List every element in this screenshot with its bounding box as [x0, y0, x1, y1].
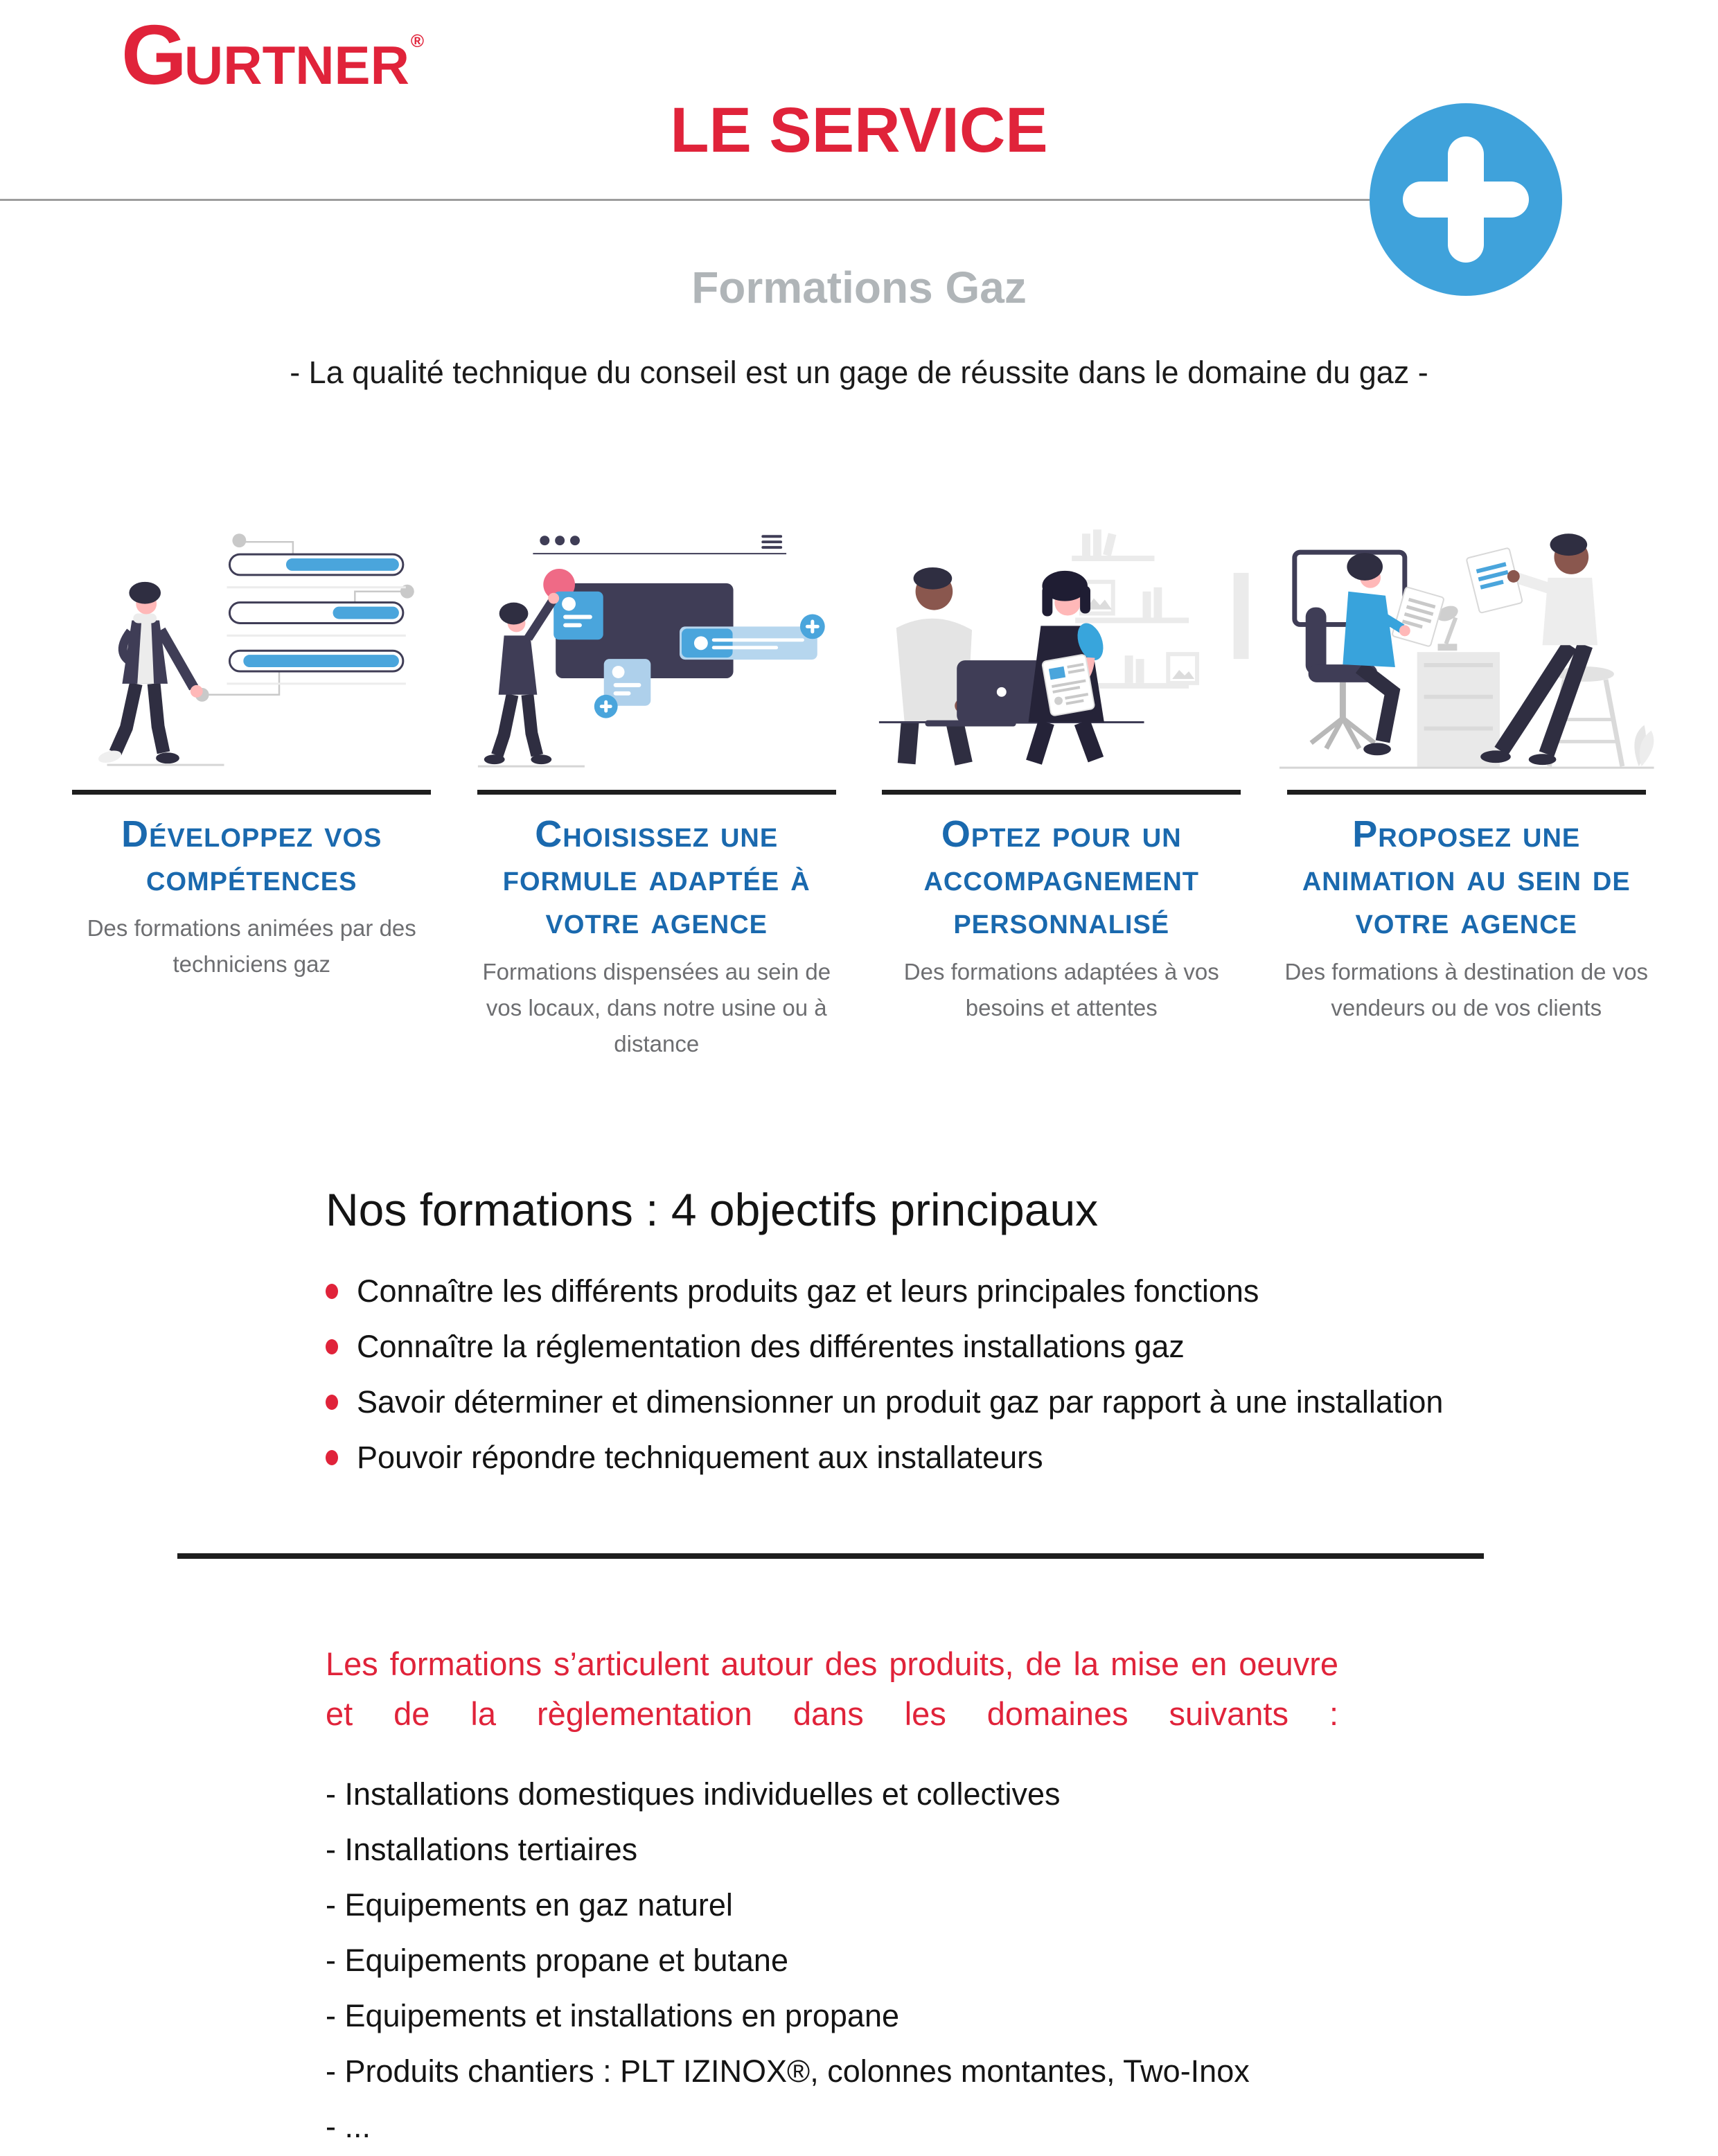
section-subtitle: Formations Gaz: [691, 263, 1027, 312]
illustration-two-people-meeting-over-laptop: [869, 514, 1255, 783]
header-divider: [0, 199, 1377, 201]
objective-text: Connaître les différents produits gaz et leurs principales fonctions: [357, 1273, 1259, 1309]
illustration-training-session-at-desk: [1274, 514, 1660, 783]
feature-developpez: [59, 514, 445, 1062]
logo-wordmark: URTNER: [184, 35, 409, 96]
objectives-list: [326, 1272, 1517, 1477]
objective-text: Pouvoir répondre techniquement aux installateurs: [357, 1440, 1043, 1475]
objectives-heading: Nos formations : 4 objectifs principaux: [326, 1184, 1099, 1235]
objective-item: [326, 1383, 1517, 1422]
feature-description: Des formations adaptées à vos besoins et attentes: [903, 958, 1219, 1020]
domain-item: - Equipements en gaz naturel: [326, 1887, 733, 1923]
domain-item: - Produits chantiers : PLT IZINOX®, colonnes montantes, Two-Inox: [326, 2053, 1250, 2089]
registered-mark-icon: ®: [410, 30, 425, 51]
illustration-person-with-progress-bars: [59, 514, 445, 783]
feature-description: Des formations à destination de vos vendeurs ou de vos clients: [1284, 958, 1649, 1020]
objective-item: [326, 1438, 1517, 1477]
domains-list: [326, 1775, 1250, 2156]
tagline: - La qualité technique du conseil est un gage de réussite dans le domaine du gaz -: [290, 355, 1428, 390]
domain-item: - Equipements propane et butane: [326, 1943, 788, 1978]
feature-divider: [477, 790, 836, 795]
bullet-dot-icon: [326, 1284, 338, 1299]
feature-divider: [72, 790, 431, 795]
features-row: [59, 514, 1659, 1062]
feature-divider: [882, 790, 1241, 795]
illustration-person-arranging-interface-cards: [464, 514, 850, 783]
section-divider: [177, 1553, 1484, 1559]
bullet-dot-icon: [326, 1450, 338, 1465]
feature-proposez: [1274, 514, 1660, 1062]
feature-optez: [869, 514, 1255, 1062]
plus-icon-horizontal-bar: [1403, 182, 1529, 218]
domain-item: - ...: [326, 2109, 371, 2144]
feature-title: Optez pour un accompagnement personnalisé: [923, 813, 1199, 942]
domain-item: - Equipements et installations en propane: [326, 1998, 900, 2033]
feature-choisissez: [464, 514, 850, 1062]
domains-intro: Les formations s’articulent autour des produits, de la mise en oeuvre et de la règlementation dans les domaines suivants :: [326, 1645, 1338, 1732]
feature-title: Choisissez une formule adaptée à votre agence: [502, 813, 811, 942]
objective-item: [326, 1272, 1517, 1311]
objective-text: Connaître la réglementation des différentes installations gaz: [357, 1329, 1185, 1364]
gurtner-logo: [121, 8, 425, 102]
feature-description: Des formations animées par des techniciens gaz: [87, 915, 416, 978]
page-title: LE SERVICE: [670, 95, 1048, 166]
feature-divider: [1287, 790, 1646, 795]
domain-item: - Installations tertiaires: [326, 1832, 638, 1867]
feature-title: Proposez une animation au sein de votre agence: [1302, 813, 1631, 942]
feature-description: Formations dispensées au sein de vos locaux, dans notre usine ou à distance: [482, 958, 831, 1057]
logo-letter-g: G: [121, 8, 184, 102]
objective-text: Savoir déterminer et dimensionner un produit gaz par rapport à une installation: [357, 1384, 1444, 1420]
objective-item: [326, 1327, 1517, 1366]
domain-item: - Installations domestiques individuelles et collectives: [326, 1776, 1061, 1812]
bullet-dot-icon: [326, 1395, 338, 1410]
feature-title: Développez vos compétences: [121, 813, 382, 899]
bullet-dot-icon: [326, 1339, 338, 1354]
objectives-section: [326, 1183, 1517, 1494]
